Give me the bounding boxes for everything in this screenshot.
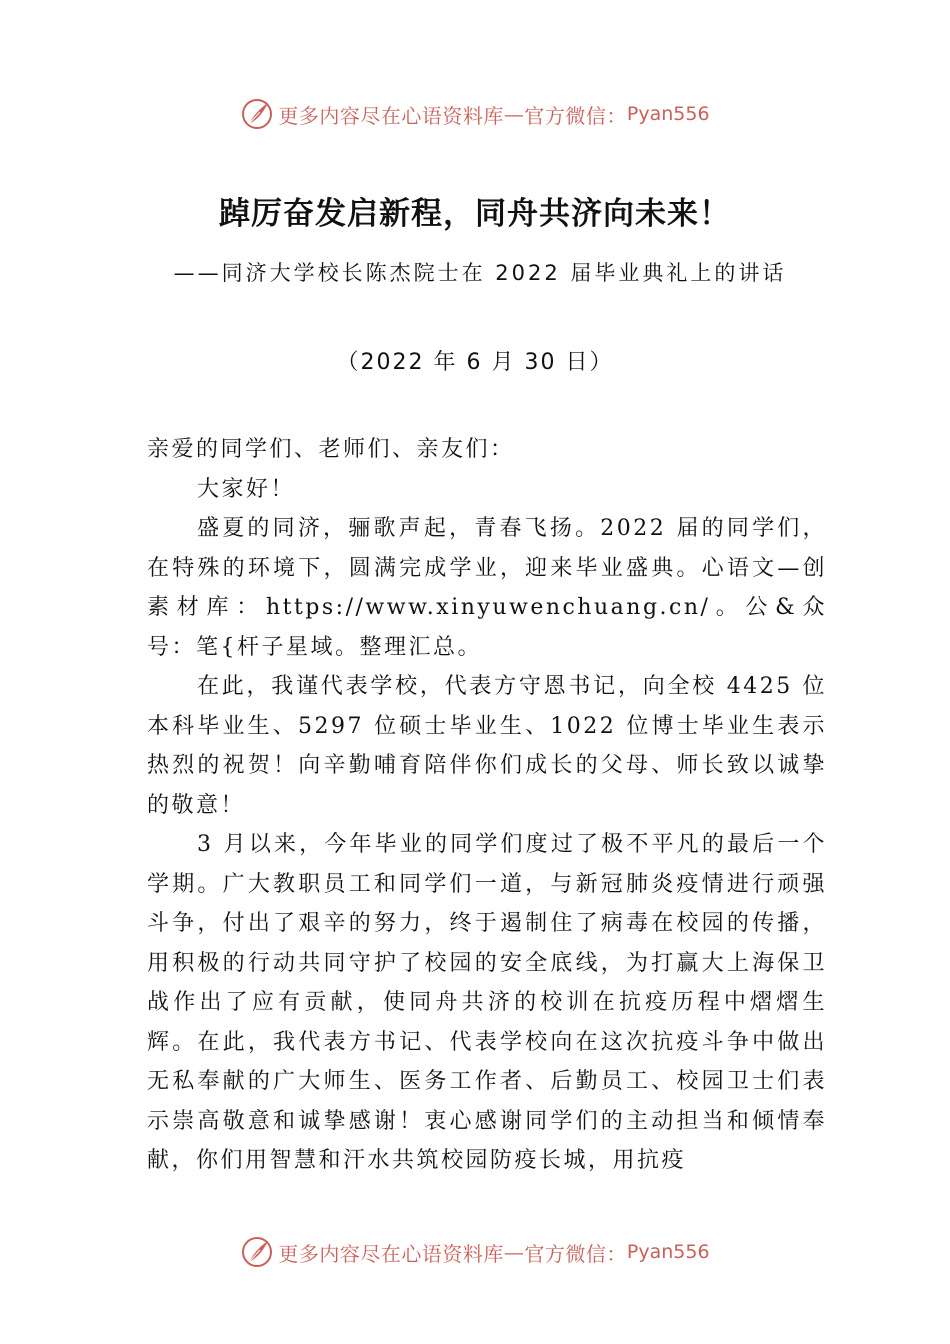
banner-wechat-id: Pyan556: [626, 103, 710, 125]
footer-banner: [0, 1232, 950, 1272]
banner-wechat-label: 官方微信：: [524, 103, 627, 128]
page-subtitle: ——同济大学校长陈杰院士在 2022 届毕业典礼上的讲话: [173, 261, 787, 285]
banner-dash: —: [503, 1240, 525, 1264]
paragraph: 在此，我谨代表学校，代表方守恩书记，向全校 4425 位本科毕业生、5297 位硕士毕业生、1022 位博士毕业生表示热烈的祝贺！向辛勤哺育陪伴你们成长的父母、师长致以诚挚的敬意！: [147, 674, 827, 818]
salutation: 亲爱的同学们、老师们、亲友们：: [147, 437, 515, 462]
quill-feather-logo-icon: [240, 1235, 274, 1269]
quill-feather-logo-icon: [240, 97, 274, 131]
banner-dash: —: [503, 102, 525, 126]
speech-body: [147, 430, 827, 1181]
banner-wechat-id: Pyan556: [626, 1241, 710, 1263]
banner-wechat-label: 官方微信：: [524, 1241, 627, 1266]
banner-text: 更多内容尽在心语资料库: [278, 1241, 504, 1266]
paragraph: 盛夏的同济，骊歌声起，青春飞扬。2022 届的同学们，在特殊的环境下，圆满完成学业，迎来毕业盛典。心语文—创素材库：https://www.xinyuwenchuang.cn/。公&众号：笔{杆子星域。整理汇总。: [147, 516, 827, 660]
page-title: 踔厉奋发启新程，同舟共济向未来！: [219, 196, 731, 232]
paragraph: 3 月以来，今年毕业的同学们度过了极不平凡的最后一个学期。广大教职员工和同学们一道，与新冠肺炎疫情进行顽强斗争，付出了艰辛的努力，终于遏制住了病毒在校园的传播，用积极的行动共同守护了校园的安全底线，为打赢大上海保卫战作出了应有贡献，使同舟共济的校训在抗疫历程中熠熠生辉。在此，我代表方书记、代表学校向在这次抗疫斗争中做出无私奉献的广大师生、医务工作者、后勤员工、校园卫士们表示崇高敬意和诚挚感谢！衷心感谢同学们的主动担当和倾情奉献，你们用智慧和汗水共筑校园防疫长城，用抗疫: [147, 832, 827, 1173]
header-banner: [0, 94, 950, 134]
speech-date: （2022 年 6 月 30 日）: [336, 350, 614, 375]
banner-text: 更多内容尽在心语资料库: [278, 103, 504, 128]
greeting: 大家好！: [197, 476, 296, 502]
